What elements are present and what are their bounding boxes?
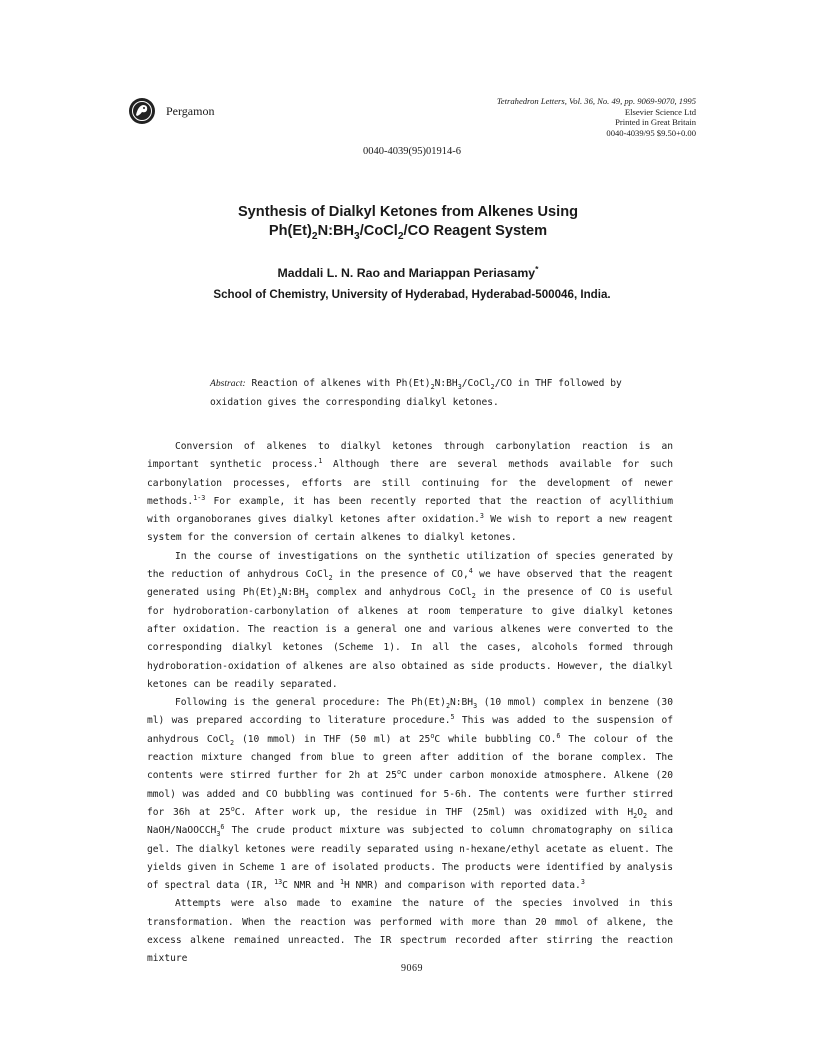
journal-line: Tetrahedron Letters, Vol. 36, No. 49, pp. 9069-9070, 1995 bbox=[496, 96, 696, 106]
pergamon-logo-icon bbox=[128, 97, 156, 125]
abstract: Abstract: Reaction of alkenes with $Ph(Et)_2N:BH_3/CoCl_2/CO$ in THF followed by oxidation gives the corresponding dialkyl ketones. bbox=[210, 378, 622, 408]
paragraph: In the course of investigations on the synthetic utilization of species generated by the reduction of anhydrous CoCl$_2$ in the presence of CO,$^4$ we have observed that the reagent generated using $Ph(Et)_2N:BH_3$ complex and anhydrous CoCl$_2$ in the presence of CO is useful for hydroboration-carbonylation of alkenes at room temperature to give dialkyl ketones after oxidation. The reaction is a general one and various alkenes were converted to the corresponding dialkyl ketones (Scheme 1). In all the cases, alcohols formed through hydroboration-oxidation of alkenes are also obtained as side products. However, the dialkyl ketones can be readily separated. bbox=[147, 550, 673, 690]
author-list: Maddali L. N. Rao and Mariappan Periasamy* bbox=[277, 263, 539, 280]
abstract-label: Abstract: bbox=[210, 378, 246, 389]
publisher-name: Pergamon bbox=[166, 104, 215, 118]
paragraph: Conversion of alkenes to dialkyl ketones through carbonylation reaction is an important synthetic process.$^1$ Although there are several methods available for such carbonylation processes, efforts are still continuing for the development of newer methods.$^{1-3}$ For example, it has been recently reported that the reaction of acyllithium with organoboranes gives dialkyl ketones after oxidation.$^3$ We wish to report a new reagent system for the conversion of certain alkenes to dialkyl ketones. bbox=[147, 441, 673, 544]
paper-title bbox=[0, 203, 816, 240]
page-number: 9069 bbox=[401, 963, 423, 974]
journal-line: 0040-4039/95 $9.50+0.00 bbox=[606, 127, 696, 138]
corresponding-author-mark: * bbox=[535, 263, 539, 274]
doi-code: 0040-4039(95)01914-6 bbox=[363, 146, 461, 157]
paragraph: Attempts were also made to examine the nature of the species involved in this transformation. When the reaction was performed with more than 20 mmol of alkene, the excess alkene remained unreacted. The IR spectrum recorded after stirring the reaction mixture bbox=[147, 898, 673, 965]
journal-line: Printed in Great Britain bbox=[615, 117, 696, 128]
title-line-1: Synthesis of Dialkyl Ketones from Alkenes Using bbox=[237, 204, 579, 220]
journal-citation bbox=[497, 96, 696, 138]
affiliation: School of Chemistry, University of Hyderabad, Hyderabad-500046, India. bbox=[213, 288, 611, 301]
paragraph: Following is the general procedure: The $Ph(Et)_2N:BH_3$ (10 mmol) complex in benzene (30 ml) was prepared according to literature procedure.$^5$ This was added to the suspension of anhydrous CoCl$_2$ (10 mmol) in THF (50 ml) at 25$^o$C while bubbling CO.$^6$ The colour of the reaction mixture changed from blue to green after addition of the borane complex. The contents were stirred further for 2h at 25$^o$C under carbon monoxide atmosphere. Alkene (20 mmol) was added and CO bubbling was continued for 5-6h. The contents were further stirred for 36h at 25$^o$C. After work up, the residue in THF (25ml) was oxidized with $H_2O_2$ and NaOH/NaOOCCH$_3^6$ The crude product mixture was subjected to column chromatography on silica gel. The dialkyl ketones were readily separated using n-hexane/ethyl acetate as eluent. The yields given in Scheme 1 are of isolated products. The products were identified by analysis of spectral data (IR, $^{13}$C NMR and $^1$H NMR) and comparison with reported data.$^3$ bbox=[147, 697, 673, 892]
title-line-2: $Ph(Et)_2N:BH_3/CoCl_2/CO$ Reagent System bbox=[268, 222, 548, 242]
body-text bbox=[147, 438, 673, 969]
journal-line: Elsevier Science Ltd bbox=[624, 106, 696, 117]
